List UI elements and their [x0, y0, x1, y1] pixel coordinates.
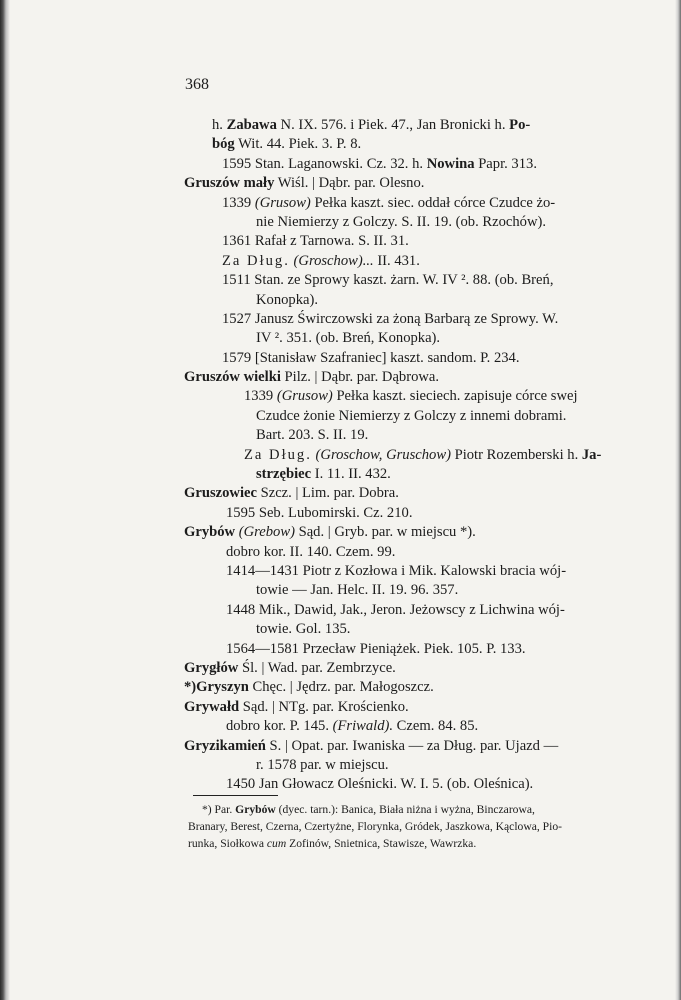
text-line: [184, 252, 604, 271]
entry-heading: strzębiec: [256, 466, 312, 483]
text-run: 1414—1431 Piotr z Kozłowa i Mik. Kalowski bracia wój-: [226, 562, 567, 579]
text-run: 1361 Rafał z Tarnowa. S. II. 31.: [222, 233, 409, 250]
text-line: [184, 484, 604, 503]
text-run: Za Dług.: [244, 446, 312, 463]
text-run: S. | Opat. par. Iwaniska — za Dług. par. Ujazd —: [265, 737, 559, 754]
text-line: [184, 756, 604, 775]
text-run: Szcz. | Lim. par. Dobra.: [256, 485, 399, 502]
text-run: Branary, Berest, Czerna, Czertyżne, Florynka, Gródek, Jaszkowa, Kąclowa, Pio-: [188, 820, 562, 833]
text-line: [184, 213, 604, 232]
entry-heading: Po-: [509, 117, 531, 133]
text-line: [184, 562, 604, 581]
entry-heading: Ja-: [581, 446, 602, 463]
entry-heading: Gruszów wielki: [184, 369, 281, 386]
text-line: [184, 271, 604, 290]
text-line: [184, 155, 604, 174]
text-run: Papr. 313.: [474, 155, 537, 172]
text-run: 1448 Mik., Dawid, Jak., Jeron. Jeżowscy z Lichwina wój-: [226, 601, 565, 618]
text-line: [184, 737, 604, 756]
scan-left-edge: [0, 0, 10, 1000]
text-line: [184, 678, 604, 697]
text-line: [184, 232, 604, 251]
text-run: I. 11. II. 432.: [311, 466, 391, 483]
text-run: 1527 Janusz Świrczowski za żoną Barbarą ze Sprowy. W.: [222, 310, 559, 327]
entry-heading: Grybów: [184, 524, 236, 541]
text-run: 1579 [Stanisław Szafraniec] kaszt. sandom. P. 234.: [222, 349, 520, 366]
variant-name: (Grebow): [238, 524, 295, 541]
text-line: [184, 523, 604, 542]
text-line: [184, 329, 604, 348]
text-line: [184, 504, 604, 523]
text-run: dobro kor. P. 145.: [226, 718, 333, 735]
footnote-divider: [193, 795, 278, 796]
text-run: Sąd. | Gryb. par. w miejscu *).: [294, 524, 476, 541]
entry-heading: Grygłów: [184, 659, 239, 676]
entry-heading: Gruszowiec: [184, 485, 257, 502]
text-run: Wiśl. | Dąbr. par. Olesno.: [274, 175, 425, 192]
entry-heading: Nowina: [426, 155, 475, 172]
text-line: [184, 543, 604, 562]
text-run: 1339: [222, 194, 255, 211]
text-line: [184, 135, 604, 154]
text-line: [184, 368, 604, 387]
text-run: 1450 Jan Głowacz Oleśnicki. W. I. 5. (ob. Oleśnica).: [226, 776, 534, 793]
text-line: [184, 601, 604, 620]
text-run: Chęc. | Jędrz. par. Małogoszcz.: [248, 679, 434, 696]
text-run: Czudce żonie Niemierzy z Golczy z innemi dobrami.: [256, 407, 567, 424]
text-line: [184, 291, 604, 310]
variant-name: (Friwald).: [332, 718, 394, 735]
text-line: [184, 446, 604, 465]
text-run: IV ². 351. (ob. Breń, Konopka).: [256, 330, 441, 347]
text-run: Wit. 44. Piek. 3. P. 8.: [234, 136, 362, 153]
text-run: Zofinów, Snietnica, Stawisze, Wawrzka.: [286, 837, 477, 850]
variant-name: (Groschow)...: [293, 252, 374, 269]
text-run: Sąd. | NTg. par. Krościenko.: [239, 698, 409, 715]
text-run: 1595 Seb. Lubomirski. Cz. 210.: [226, 504, 413, 521]
variant-name: (Grusow): [276, 388, 333, 405]
text-run: runka, Siołkowa: [188, 837, 267, 850]
footnote: [188, 801, 612, 852]
text-run: Czem. 84. 85.: [393, 718, 479, 735]
entry-heading: Gruszów mały: [184, 175, 275, 192]
text-run: towie — Jan. Helc. II. 19. 96. 357.: [256, 582, 459, 599]
text-line: [184, 116, 604, 135]
text-run: dobro kor. II. 140. Czem. 99.: [226, 543, 396, 560]
text-line: [184, 659, 604, 678]
entry-heading: bóg: [212, 136, 235, 153]
text-run: Konopka).: [256, 291, 319, 308]
text-run: (dyec. tarn.): Banica, Biała niżna i wyżna, Binczarowa,: [275, 803, 535, 816]
text-run: Pełka kaszt. siec. oddał córce Czudce żo-: [310, 194, 556, 211]
text-line: [184, 174, 604, 193]
footnote-line: [188, 818, 612, 835]
text-line: [184, 640, 604, 659]
text-line: [184, 717, 604, 736]
variant-name: cum: [266, 837, 287, 850]
entry-heading: Zabawa: [226, 117, 277, 133]
scan-right-edge: [675, 0, 681, 1000]
text-line: [184, 775, 604, 794]
text-run: r. 1578 par. w miejscu.: [256, 756, 389, 773]
text-run: h.: [212, 117, 227, 133]
text-run: Za Dług.: [222, 252, 290, 269]
entry-heading: Gryzikamień: [184, 737, 266, 754]
text-run: 1339: [244, 388, 277, 405]
text-run: 1595 Stan. Laganowski. Cz. 32. h.: [222, 155, 427, 172]
variant-name: (Grusow): [254, 194, 311, 211]
variant-name: (Groschow, Gruschow): [315, 446, 451, 463]
text-line: [184, 349, 604, 368]
footnote-line: [202, 801, 612, 818]
text-run: II. 431.: [373, 252, 420, 269]
text-run: towie. Gol. 135.: [256, 621, 351, 638]
text-line: [184, 194, 604, 213]
text-line: [184, 310, 604, 329]
footnote-line: [188, 835, 612, 852]
text-run: Pełka kaszt. sieciech. zapisuje córce swej: [332, 388, 578, 405]
text-run: *) Par.: [202, 803, 236, 816]
text-run: 1564—1581 Przecław Pieniążek. Piek. 105. P. 133.: [226, 640, 526, 657]
entry-heading: *)Gryszyn: [184, 679, 249, 696]
text-line: [184, 426, 604, 445]
entry-text-block: [184, 116, 604, 795]
text-run: Śl. | Wad. par. Zembrzyce.: [238, 659, 396, 676]
text-run: Pilz. | Dąbr. par. Dąbrowa.: [280, 369, 440, 386]
text-run: Piotr Rozemberski h.: [450, 446, 582, 463]
text-line: [184, 620, 604, 639]
text-line: [184, 581, 604, 600]
text-run: N. IX. 576. i Piek. 47., Jan Bronicki h.: [276, 117, 510, 133]
text-run: Bart. 203. S. II. 19.: [256, 427, 369, 444]
text-run: 1511 Stan. ze Sprowy kaszt. żarn. W. IV ². 88. (ob. Breń,: [222, 272, 554, 289]
text-line: [184, 698, 604, 717]
text-run: nie Niemierzy z Golczy. S. II. 19. (ob. Rzochów).: [256, 213, 547, 230]
entry-heading: Grybów: [235, 803, 276, 816]
page-number: 368: [185, 76, 209, 93]
text-line: [184, 407, 604, 426]
entry-heading: Grywałd: [184, 698, 240, 715]
text-line: [184, 465, 604, 484]
text-line: [184, 387, 604, 406]
